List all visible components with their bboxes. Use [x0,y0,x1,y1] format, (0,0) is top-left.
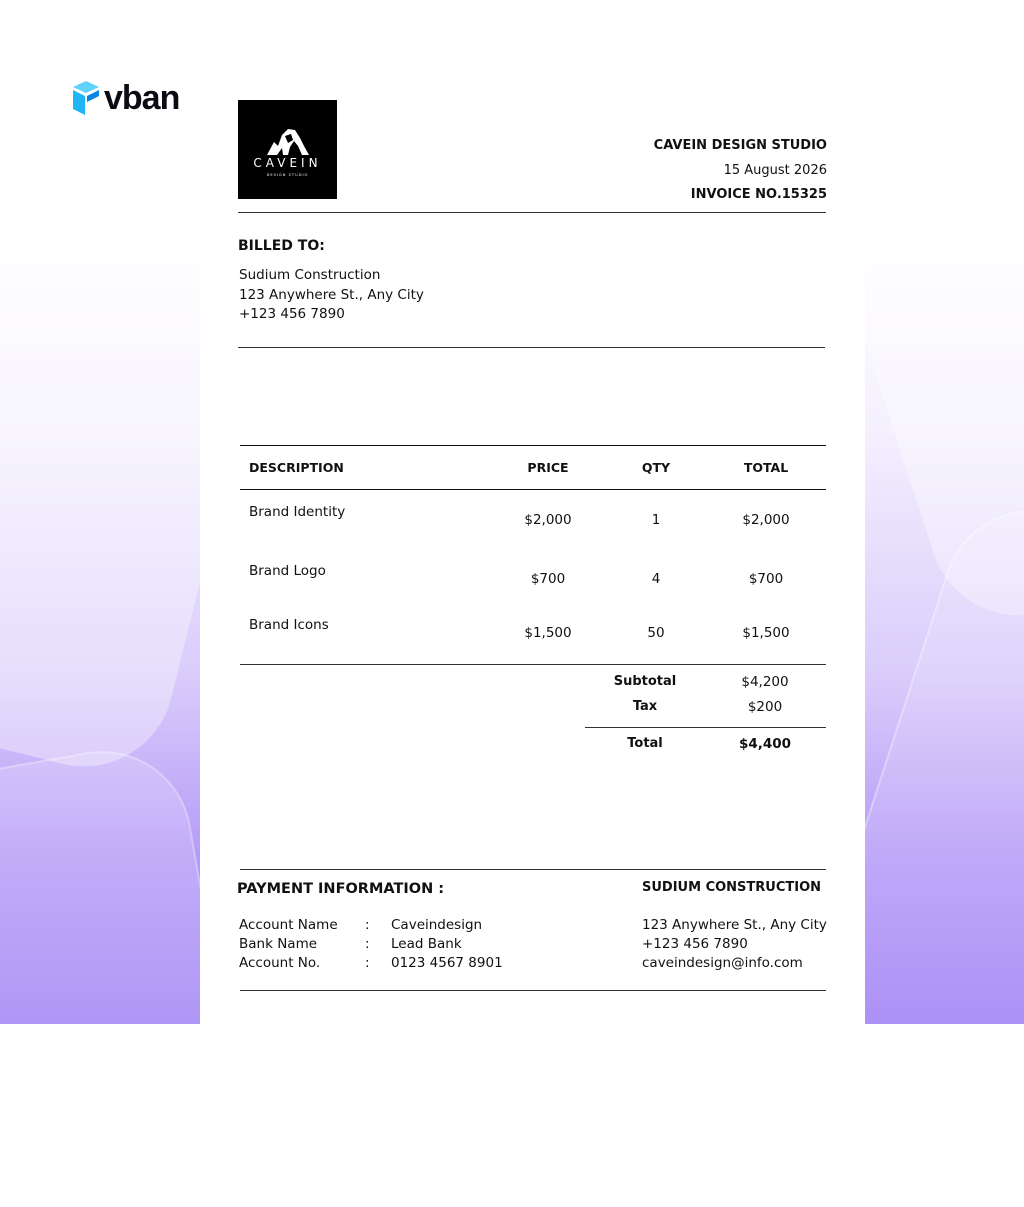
payment-label: Account Name [239,917,338,933]
divider [240,990,826,991]
table-top-border [240,445,826,446]
payment-separator: : [365,936,370,952]
cavein-logo [238,100,337,199]
billed-to-address: 123 Anywhere St., Any City [239,287,424,303]
billed-to-name: Sudium Construction [239,267,381,283]
divider [238,212,826,213]
payment-value: 0123 4567 8901 [391,955,503,971]
table-bottom-border [240,664,826,665]
invoice-number: INVOICE NO.15325 [690,187,827,202]
row-qty: 50 [647,625,665,641]
company-name: CAVEIN DESIGN STUDIO [653,138,827,153]
table-header-border [240,489,826,490]
tax-label: Tax [632,699,658,714]
row-price: $700 [530,571,566,587]
row-price: $2,000 [524,512,572,528]
row-description: Brand Logo [249,563,326,579]
client-email: caveindesign@info.com [642,955,803,971]
invoice-date: 15 August 2026 [723,163,827,178]
total-divider [585,727,826,728]
logo-wordmark: CAVEIN [253,156,322,170]
subtotal-value: $4,200 [741,674,789,690]
row-qty: 1 [651,512,661,528]
payment-info-title: PAYMENT INFORMATION : [237,881,445,897]
invoice-paper [200,60,865,1024]
client-phone: +123 456 7890 [642,936,748,952]
payment-value: Lead Bank [391,936,462,952]
cavein-mountain-logo-icon [238,100,337,199]
billed-to-phone: +123 456 7890 [239,306,345,322]
row-total: $1,500 [742,625,790,641]
divider [238,347,825,348]
payment-value: Caveindesign [391,917,483,933]
column-header-total: TOTAL [743,460,789,475]
payment-label: Account No. [239,955,321,971]
client-address: 123 Anywhere St., Any City [642,917,827,933]
payment-separator: : [365,917,370,933]
row-total: $2,000 [742,512,790,528]
payment-separator: : [365,955,370,971]
vban-cube-logo-icon [72,80,100,116]
row-price: $1,500 [524,625,572,641]
row-description: Brand Identity [249,504,346,520]
billed-to-title: BILLED TO: [238,238,325,254]
divider [240,869,826,870]
vban-brand [72,80,179,116]
row-qty: 4 [651,571,661,587]
column-header-price: PRICE [527,460,569,475]
client-title: SUDIUM CONSTRUCTION [642,880,822,895]
brand-name: vban [104,79,180,117]
logo-tagline: DESIGN STUDIO [266,173,309,177]
total-value: $4,400 [738,736,792,752]
payment-label: Bank Name [239,936,318,952]
total-label: Total [627,736,663,751]
tax-value: $200 [747,699,783,715]
column-header-description: DESCRIPTION [249,460,344,475]
subtotal-label: Subtotal [613,674,677,689]
row-total: $700 [748,571,784,587]
row-description: Brand Icons [249,617,329,633]
column-header-qty: QTY [641,460,671,475]
